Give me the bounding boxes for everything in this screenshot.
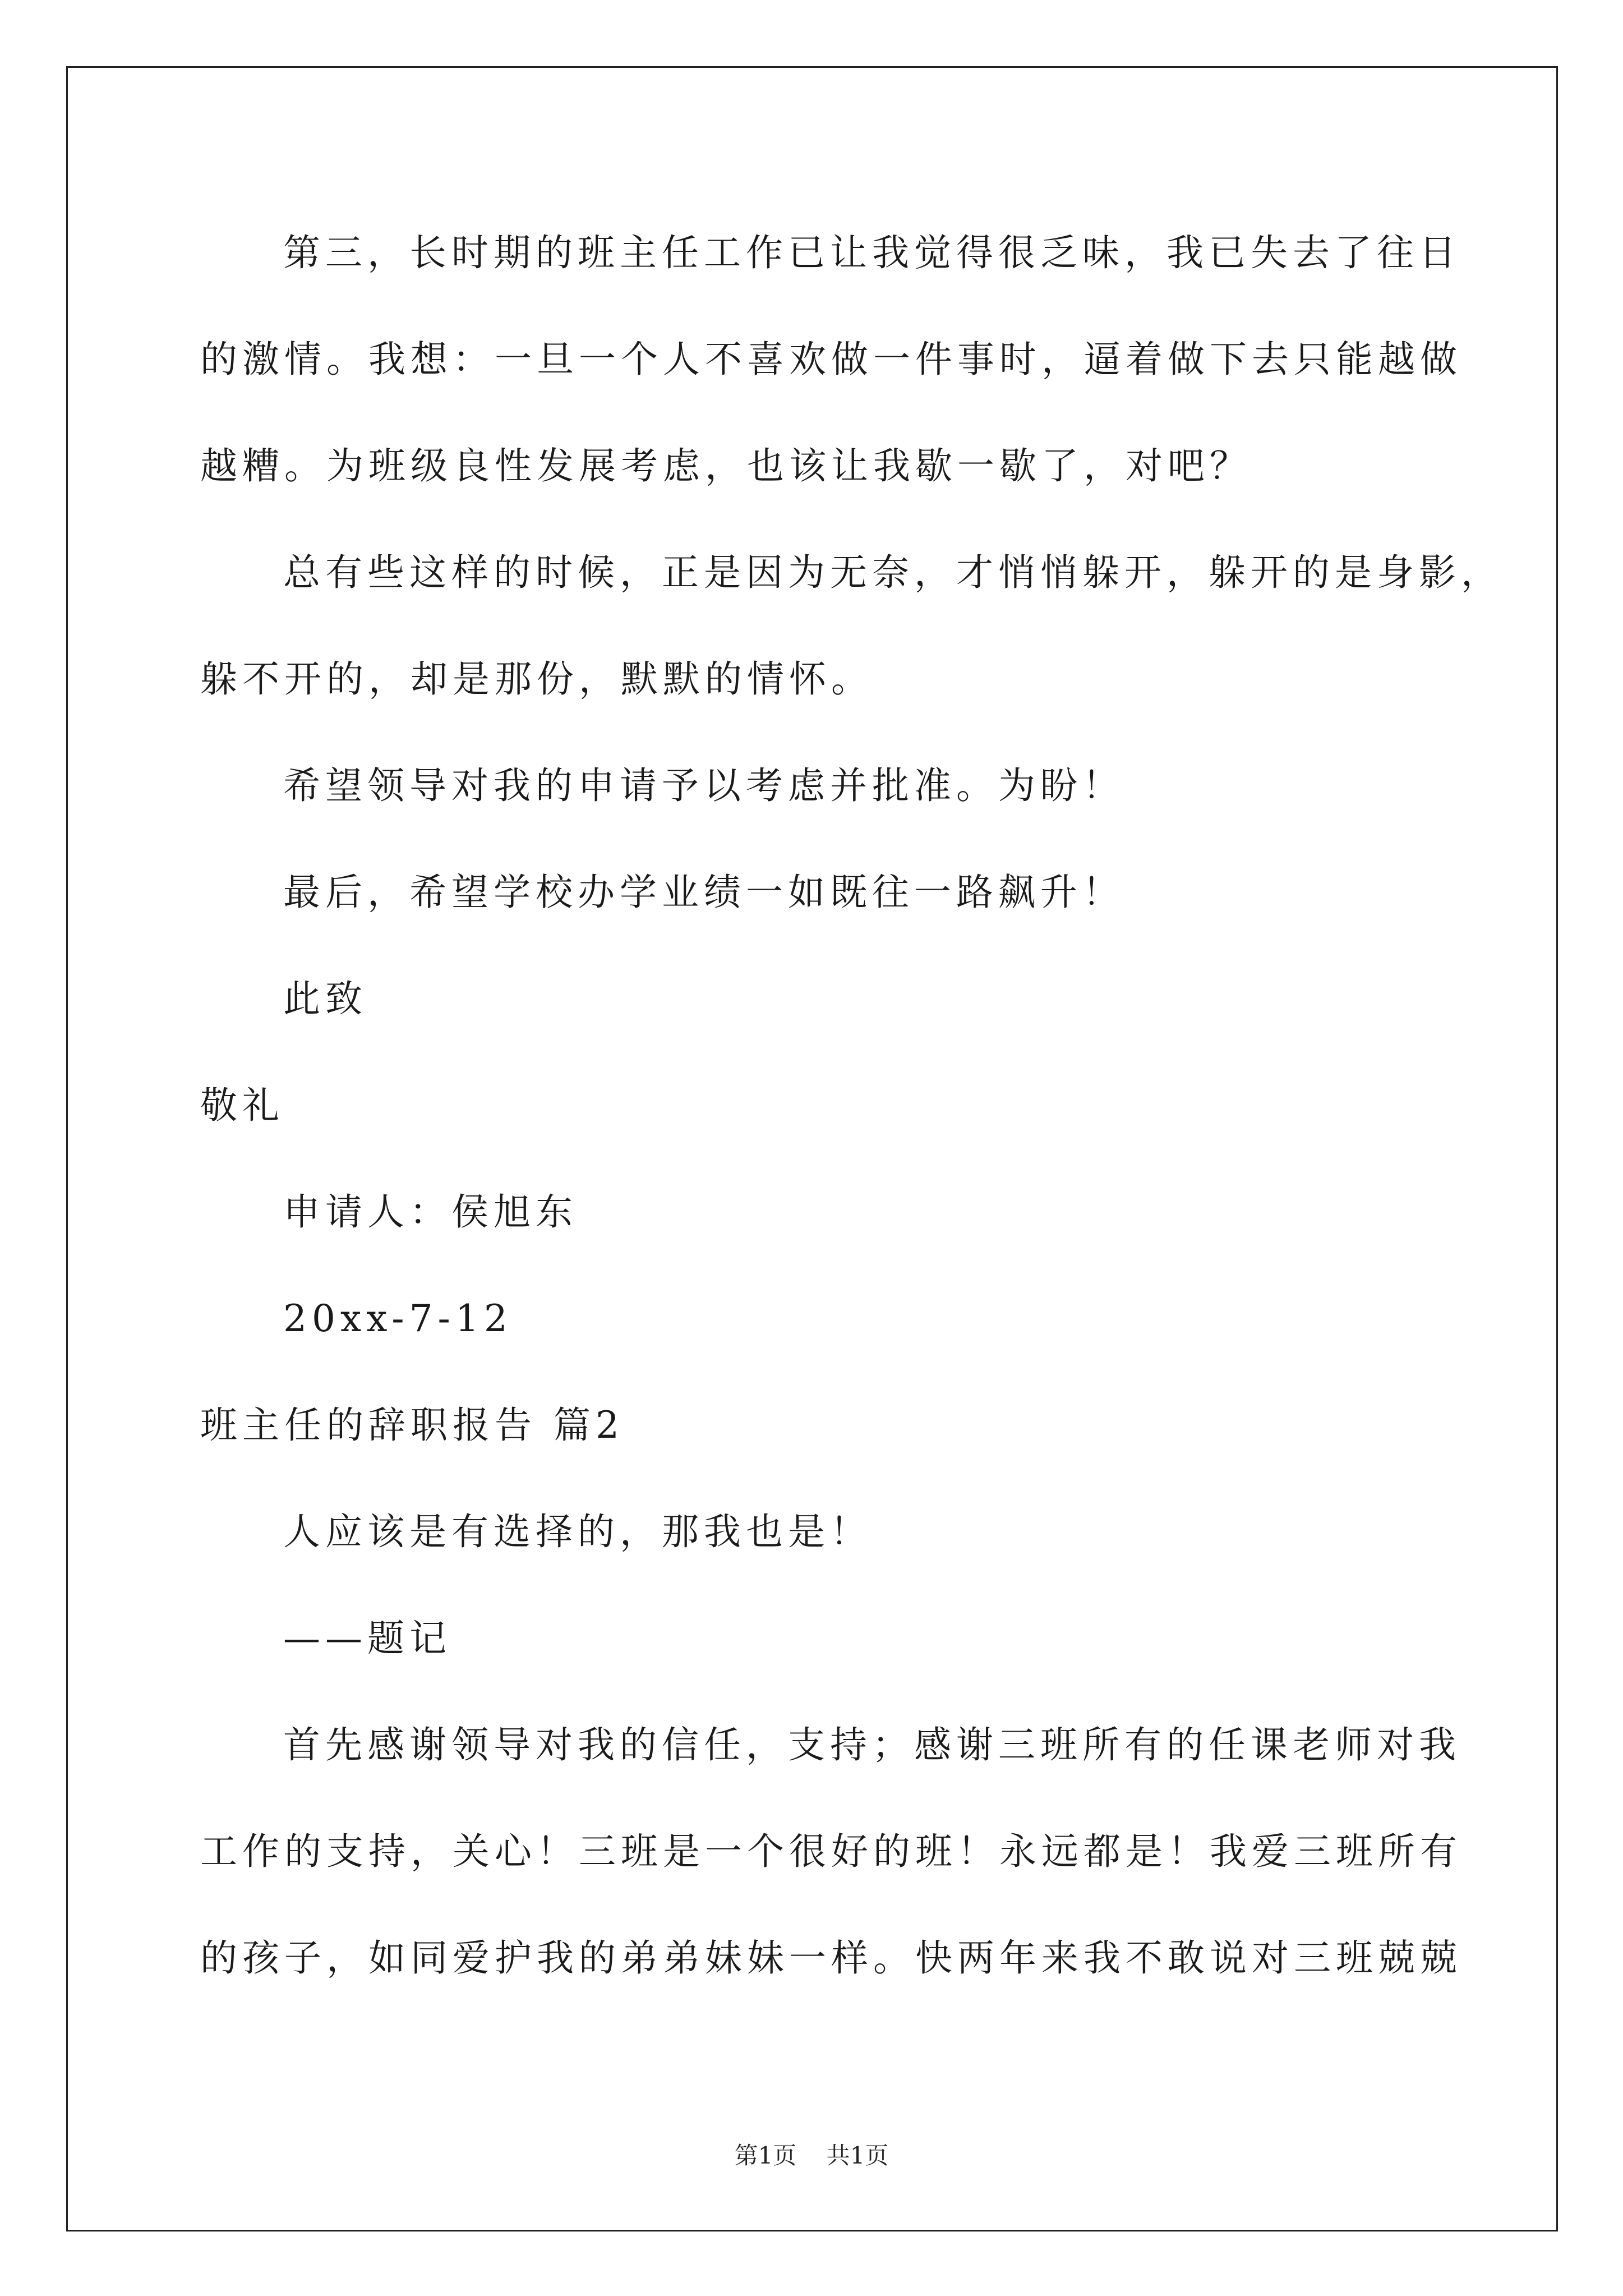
closing-line: 此致 (283, 977, 367, 1020)
paragraph-line: 越糟。为班级良性发展考虑，也该让我歇一歇了，对吧？ (200, 444, 1252, 487)
date-line: 20xx-7-12 (283, 1297, 513, 1340)
page-footer (0, 2137, 1623, 2171)
paragraph-line: 第三，长时期的班主任工作已让我觉得很乏味，我已失去了往日 (283, 231, 1461, 274)
paragraph-line: 最后，希望学校办学业绩一如既往一路飙升！ (283, 871, 1124, 914)
closing-salute: 敬礼 (200, 1084, 284, 1127)
paragraph-line: 躲不开的，却是那份，默默的情怀。 (200, 657, 873, 701)
paragraph-line: 的激情。我想：一旦一个人不喜欢做一件事时，逼着做下去只能越做 (200, 338, 1462, 381)
epigraph-attribution: ——题记 (283, 1617, 451, 1660)
paragraph-line: 总有些这样的时候，正是因为无奈，才悄悄躲开，躲开的是身影， (283, 551, 1503, 594)
paragraph-line: 希望领导对我的申请予以考虑并批准。为盼！ (283, 764, 1124, 807)
applicant-name: 申请人：侯旭东 (283, 1190, 578, 1234)
paragraph-line: 工作的支持，关心！三班是一个很好的班！永远都是！我爱三班所有 (200, 1830, 1462, 1873)
section-heading: 班主任的辞职报告 篇2 (200, 1404, 624, 1447)
paragraph-line: 的孩子，如同爱护我的弟弟妹妹一样。快两年来我不敢说对三班兢兢 (200, 1936, 1462, 1980)
epigraph-line: 人应该是有选择的，那我也是！ (283, 1510, 872, 1553)
page-number-current: 第1页 (734, 2142, 797, 2169)
page-border (66, 66, 1558, 2231)
paragraph-line: 首先感谢领导对我的信任，支持；感谢三班所有的任课老师对我 (283, 1723, 1461, 1766)
page-number-total: 共1页 (826, 2142, 889, 2169)
